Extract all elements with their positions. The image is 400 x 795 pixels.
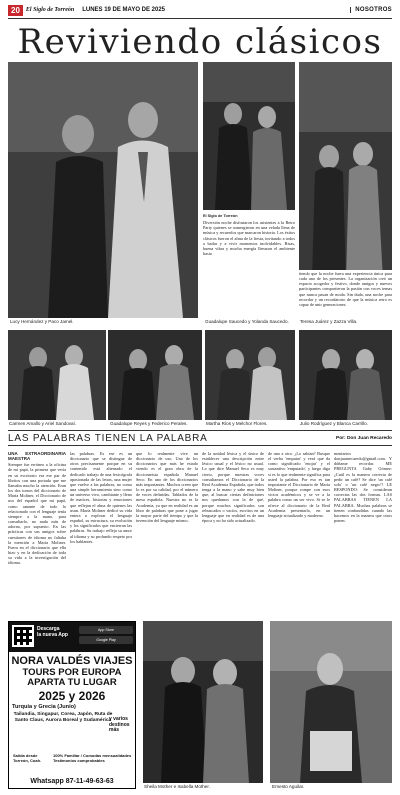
bottom-photo-caption-1: Sheila Mother e Isabella Mother. [144,784,210,789]
ad-download-text: Descarga la nueva App [37,626,68,638]
travel-advertisement[interactable] [8,621,136,789]
column-paragraph-6: mentarios donjuanrecaredo@gmail.com. Y dóñame recordar. ME PREGUNTA Gaby Gómez: ¿Cuál es la manera correcta de pedir un café? Se dice 'un café solo' o 'un café negro'? LE RESPONDO: Se consideran correctas las dos formas. LAS PALABRAS TIENEN LA PALABRA. Muchas palabras se tienen confundidas cuando las hacemos en la manera que otros ponen. [334,451,392,524]
ad-departure: Salida desde Torreón, Coah. [13,753,42,763]
photo-caption-5: Guadalupe Reyes y Federico Perales. [110,421,188,426]
column-text-col-2 [70,451,132,617]
photo-couple-amallo [8,330,106,420]
header-rule [8,18,392,19]
column-subhead: UNA EXTRAORDINARIA MAESTRA [8,451,66,462]
photo-caption-4: Carmen Amallo y Ariel Sandoval. [9,421,76,426]
app-store-badge[interactable]: App Store [79,626,133,634]
column-section-bar [8,430,392,446]
photo-couple-rodriguez [299,330,392,420]
column-text-col-5 [268,451,330,617]
column-paragraph-2: las palabras. Es ese es un diccionario que se distingue de otros precisamente porque en su contenido está alternado el dedicado trabajo de una lexicógrafa apasionada de las letras, una mujer que vuelve a las palabras, no como una simple herramienta sino como un universo vivo, cambiante y lleno de matices, historias y emociones que reflejan el alma de quienes las usan. María Moliner dedicó su vida entera a explorar el lenguaje español, su estructura, su evolución y los significados que encierran las palabras. Su trabajo refleja su amor al idioma y su profundo respeto por los hablantes. [70,451,132,544]
column-text-col-1 [8,451,66,617]
google-play-badge[interactable]: Google Play [79,636,133,644]
column-text-col-3 [136,451,198,617]
qr-code-icon [12,625,34,647]
ad-title: NORA VALDÉS VIAJES [11,655,133,667]
ad-whatsapp-phone[interactable]: Whatsapp 87-11-49-63-63 [30,778,114,785]
event-paragraph-2: tiendo que la noche fuera una experiencia única para cada uno de los presentes. La organización creó un espacio acogedor y festivo, donde amigos y nuevos participantes compartieron la pasión con voces temas que nunca pasan de moda. Sin duda, una noche para recordar y un recordatorio de que la música retro es capaz de unir generaciones. [299,271,392,307]
photo-ernesto-aguilar [270,621,392,783]
column-paragraph-1: Siempre fue erróneo a la oficina de mi papá, la primera que vería en su escritorio era ese par de libritos con una portada que me llamaba mucho la atención. Eran los dos tomos del diccionario de María Moliner, el Diccionario de uso del español que mi papá, como amante de todo lo relacionado con el lenguaje tenía siempre a la mano, para consultarlo, no nada más de adorno, por supuesto. En las prácticas con sus amigos sobre cuestiones de idioma no faltaba la mención a María Moliner. Fuera en el diccionario que ella hizo y en la dedicación de toda su vida a la investigación del idioma. [8,462,66,566]
column-text-col-4 [202,451,264,617]
column-paragraph-4: de la unidad léxica y el único de establecer una descripción entre léxico usual y el léxico no usual. Lo que dice Manuel Seco es muy cierto, porque nuestras voces consultamos el Diccionario de la Real Academia Española, que todos tenga a la mano y sabe muy bien que, al buscar ciertas definiciones nos quedamos con la de qué, porque muchos significados son rebuscados o vacíos, escritos en un lenguaje que en realidad es de una época y no ha sido actualizado. [202,451,264,524]
event-story-col-1 [203,214,295,316]
column-paragraph-5: de uno a otro. ¿Lo sabían? Busque el verbo 'emputar' y verá que da como significado 'enojar' y el sustantivo 'emputado', y luego diga si es lo que realmente significa para usted la palabra. Por eso es tan importante el Diccionario de María Moliner, porque rompe con esos vicios académicos y se ve a la palabra como un ser vivo. Si se le ofrece al diccionario de la Real Academia presentarlo, en un lenguaje actualizado y moderno. [268,451,330,518]
page-number: 20 [8,5,23,16]
photo-group-saucedo [203,62,295,210]
photo-caption-3: Teresa Juárez y Zazza Villa. [300,319,358,324]
issue-date: LUNES 19 DE MAYO DE 2025 [82,7,166,13]
photo-caption-7: Julio Rodríguez y Blanca Carrillo. [300,421,368,426]
column-author: Por: Don Juan Recaredo [336,435,392,441]
photo-couple-reyes [108,330,202,420]
ad-turkey-greece: Turquía y Grecia (Junio) [12,704,76,710]
column-title: LAS PALABRAS TIENEN LA PALABRA [8,432,208,444]
photo-couple-main [8,62,198,318]
newspaper-name: El Siglo de Torreón [25,7,75,13]
event-story-col-right [299,270,392,318]
photo-caption-1: Lucy Hernández y Paco Jamel. [10,319,74,324]
photo-mother-daughters [143,621,263,783]
column-text-col-6 [334,451,392,617]
ad-benefits: 100% Familiar / Comodas mensualidades Testimonios comprobables [53,753,132,763]
event-paragraph-1: Diversión noche disfrutaron los asistentes a la Retro Party quienes se sumergieron en una velada llena de música y recuerdos que marcaron historia. Los éxitos clásicos fueron el alma de la fiesta, invitando a todos a bailar y a vivir momentos inolvidables. Risas, buena vibra y mucha energía llenaron el ambiente hasta [203,220,295,257]
page-header [8,4,392,16]
photo-caption-6: Martha Ríos y Melchor Flores. [206,421,268,426]
ad-destinations: Tailandia, Singapur, Corea, Japón, Ruta de Santo Claus, Aurora Boreal y Sudamérica [13,712,113,723]
section-label: NOSOTROS [350,7,392,13]
photo-caption-2: Guadalupe Saucedo y Yolanda Saucedo. [205,319,289,324]
ad-more-destinations: y varios destinos más [109,716,130,734]
ad-app-banner [9,622,135,652]
ad-subtitle: TOURS POR EUROPA APARTA TU LUGAR [22,667,122,688]
bottom-photo-caption-2: Ernesto Aguilar. [272,784,305,789]
event-byline: El Siglo de Torreón [203,214,238,218]
headline: Reviviendo clásicos [17,22,383,62]
ad-years: 2025 y 2026 [38,689,106,703]
column-paragraph-3: que lo realmente vive un diccionario de uso. Uno de los diccionarios que más he estado viendo es el gran obra de la diccionarista española Manuel Seco. En uno de los diccionarios más importantes. Muchos creen que lo es por su calidad, por el número de voces definidas. Tablados de la mesa española. Nuestra no es la Academia, ya que en realidad es un libro de palabras que pone a jugar la mayor parte del tiempo y que la invención del lenguaje mismo. [136,451,198,524]
photo-couple-rios [205,330,295,420]
